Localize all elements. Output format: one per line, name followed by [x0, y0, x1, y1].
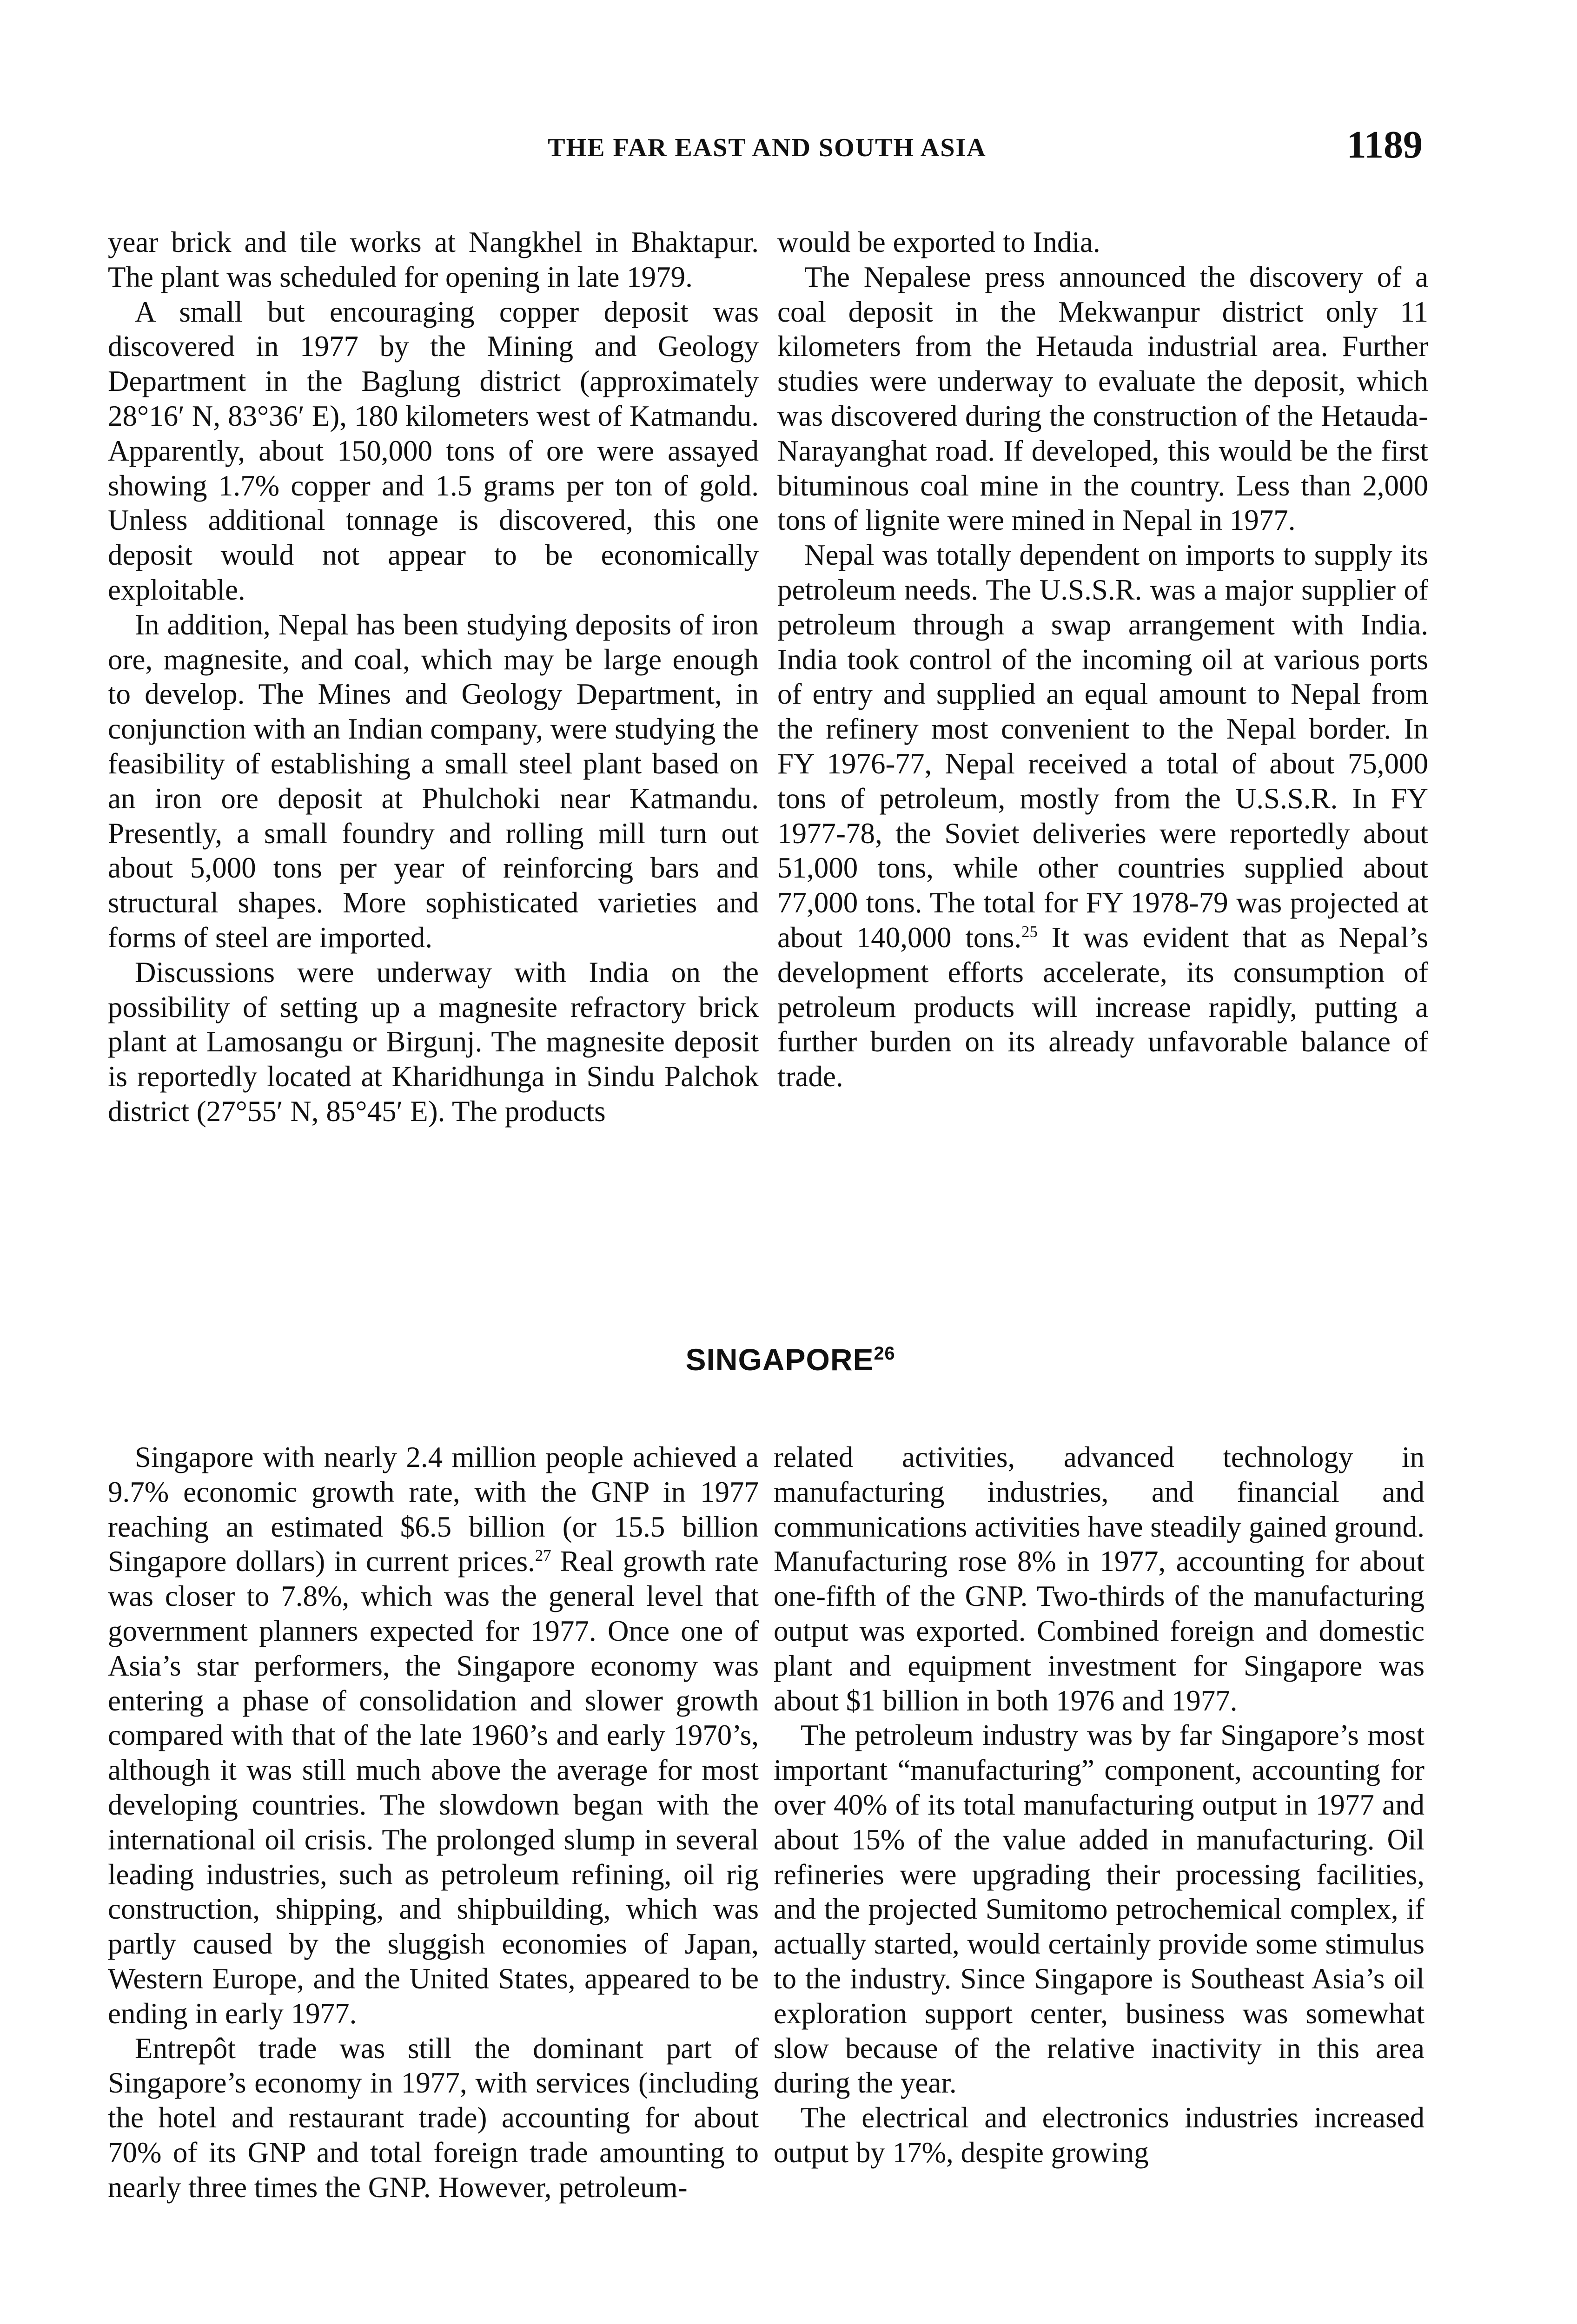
paragraph: The petroleum industry was by far Singapore’s most important “manufacturing” component, accounting for over 40% of its total manufacturing output in 1977 and about 15% of the value added in manufacturing. Oil refineries were upgrading their processing facilities, and the projected Sumitomo petrochemical complex, if actually started, would certainly provide some stimulus to the industry. Since Singapore is Southeast Asia’s oil exploration support center, business was somewhat slow because of the relative inactivity in this area during the year. — [774, 1719, 1425, 2100]
nepal-left-column — [108, 225, 759, 1129]
paragraph: would be exported to India. — [777, 226, 1100, 258]
footnote-marker: 27 — [535, 1547, 551, 1565]
nepal-right-column — [777, 225, 1428, 1094]
paragraph: In addition, Nepal has been studying deposits of iron ore, magnesite, and coal, which may be large enough to develop. The Mines and Geology Department, in conjunction with an Indian company, were studying the feasibility of establishing a small steel plant based on an iron ore deposit at Phulchoki near Katmandu. Presently, a small foundry and rolling mill turn out about 5,000 tons per year of reinforcing bars and structural shapes. More sophisticated varieties and forms of steel are imported. — [108, 608, 759, 954]
paragraph-text: Nepal was totally dependent on imports to supply its petroleum needs. The U.S.S.R. was a major supplier of petroleum through a swap arrangement with India. India took control of the incoming oil at various ports of entry and supplied an equal amount to Nepal from the refinery most convenient to the Nepal border. In FY 1976-77, Nepal received a total of about 75,000 tons of petroleum, mostly from the U.S.S.R. In FY 1977-78, the Soviet deliveries were reportedly about 51,000 tons, while other countries supplied about 77,000 tons. The total for FY 1978-79 was projected at about 140,000 tons. — [777, 539, 1428, 954]
paragraph: Discussions were underway with India on the possibility of setting up a magnesite refractory brick plant at Lamosangu or Birgunj. The magnesite deposit is reportedly located at Kharidhunga in Sindu Palchok district (27°55′ N, 85°45′ E). The products — [108, 956, 759, 1128]
singapore-left-column — [108, 1440, 759, 2205]
singapore-right-column — [774, 1440, 1425, 2170]
section-title-singapore — [558, 1344, 1023, 1375]
paragraph: Entrepôt trade was still the dominant part of Singapore’s economy in 1977, with services (including the hotel and restaurant trade) accounting for about 70% of its GNP and total foreign trade amounting to nearly three times the GNP. However, petroleum- — [108, 2032, 759, 2204]
paragraph-text: Singapore with nearly 2.4 million people achieved a 9.7% economic growth rate, with the GNP in 1977 reaching an estimated $6.5 billion (or 15.5 billion Singapore dollars) in current prices. — [108, 1441, 759, 1578]
section-title-text: SINGAPORE — [685, 1342, 874, 1377]
paragraph: A small but encouraging copper deposit was discovered in 1977 by the Mining and Geology Department in the Baglung district (approximately 28°16′ N, 83°36′ E), 180 kilometers west of Katmandu. Apparently, about 150,000 tons of ore were assayed showing 1.7% copper and 1.5 grams per ton of gold. Unless additional tonnage is discovered, this one deposit would not appear to be economically exploitable. — [108, 295, 759, 606]
page-number: 1189 — [1346, 123, 1423, 166]
running-head: THE FAR EAST AND SOUTH ASIA — [548, 133, 987, 162]
paragraph — [777, 538, 1428, 1094]
paragraph — [108, 1440, 759, 2031]
paragraph: The electrical and electronics industries increased output by 17%, despite growing — [774, 2101, 1425, 2169]
paragraph-text: Real growth rate was closer to 7.8%, which was the general level that government planners expected for 1977. Once one of Asia’s star performers, the Singapore economy was entering a phase of consolidation and slower growth compared with that of the late 1960’s and early 1970’s, although it was still much above the average for most developing countries. The slowdown began with the international oil crisis. The prolonged slump in several leading industries, such as petroleum refining, oil rig construction, shipping, and shipbuilding, which was partly caused by the sluggish economies of Japan, Western Europe, and the United States, appeared to be ending in early 1977. — [108, 1545, 759, 2030]
paragraph: year brick and tile works at Nangkhel in Bhaktapur. The plant was scheduled for opening in late 1979. — [108, 226, 759, 293]
footnote-marker: 26 — [874, 1343, 895, 1364]
paragraph: The Nepalese press announced the discovery of a coal deposit in the Mekwanpur district only 11 kilometers from the Hetauda industrial area. Further studies were underway to evaluate the deposit, which was discovered during the construction of the Hetauda-Narayanghat road. If developed, this would be the first bituminous coal mine in the country. Less than 2,000 tons of lignite were mined in Nepal in 1977. — [777, 260, 1428, 537]
paragraph-text: It was evident that as Nepal’s development efforts accelerate, its consumption of petroleum products will increase rapidly, putting a further burden on its already unfavorable balance of trade. — [777, 921, 1428, 1093]
paragraph: related activities, advanced technology in manufacturing industries, and financial and communications activities have steadily gained ground. Manufacturing rose 8% in 1977, accounting for about one-fifth of the GNP. Two-thirds of the manufacturing output was exported. Combined foreign and domestic plant and equipment investment for Singapore was about $1 billion in both 1976 and 1977. — [774, 1441, 1425, 1717]
footnote-marker: 25 — [1021, 923, 1038, 941]
